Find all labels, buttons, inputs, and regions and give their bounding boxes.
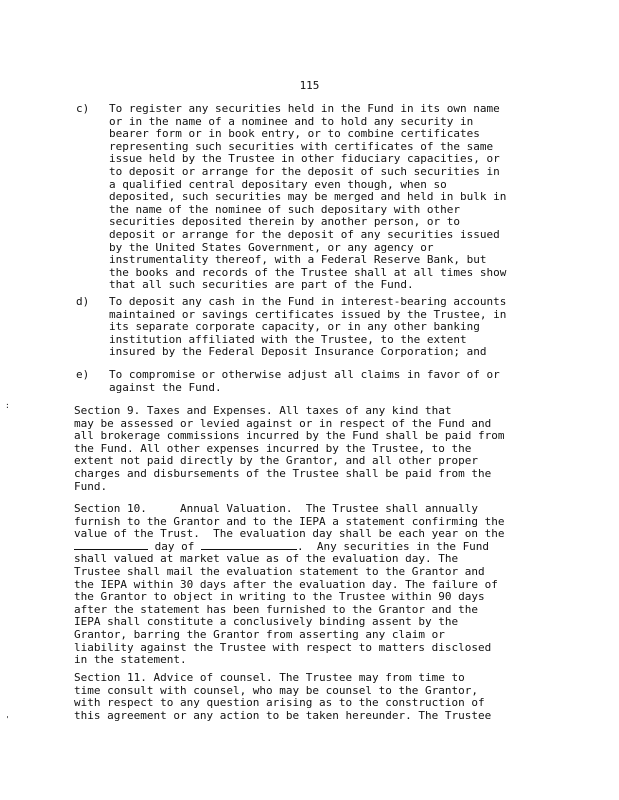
section-10 bbox=[74, 503, 554, 667]
item-text: To register any securities held in the Fund in its own name or in the name of a nominee and to hold any security in bearer form or in book entry, or to combine certificates representing such securities with certificates of the same issue held by the Trustee in other fiduciary capacities, or to deposit or arrange for the deposit of such securities in a qualified central depositary even though, when so deposited, such securities may be merged and held in bulk in the name of the nominee of such depositary with other securities deposited therein by another person, or to deposit or arrange for the deposit of any securities issued by the United States Government, or any agency or instrumentality thereof, with a Federal Reserve Bank, but the books and records of the Trustee shall at all times show that all such securities are part of the Fund. bbox=[109, 102, 507, 292]
date-label: day of bbox=[154, 539, 195, 553]
item-label: e) bbox=[76, 368, 90, 381]
item-text: To deposit any cash in the Fund in interest-bearing accounts maintained or savings certificates issued by the Trustee, in its separate corporate capacity, or in any other banking institution affiliated with the Trustee, to the extent insured by the Federal Deposit Insurance Corporation; and bbox=[109, 295, 507, 359]
day-blank bbox=[74, 549, 148, 550]
margin-mark: : bbox=[5, 401, 10, 410]
section-10-rest: shall valued at market value as of the evaluation day. The Trustee shall mail the evaluation statement to the Grantor and the IEPA within 30 days after the evaluation day. The failure of the Grantor to object in writing to the Trustee within 90 days after the statement has been furnished to the Grantor and the IEPA shall constitute a conclusively binding assent by the Grantor, barring the Grantor from asserting any claim or liability against the Trustee with respect to matters disclosed in the statement. bbox=[74, 552, 498, 667]
list-item bbox=[76, 296, 556, 359]
item-text: To compromise or otherwise adjust all claims in favor of or against the Fund. bbox=[109, 368, 500, 394]
section-11: Section 11. Advice of counsel. The Trustee may from time to time consult with counsel, who may be counsel to the Grantor, with respect to any question arising as to the construction of this agreement or any action to be taken hereunder. The Trustee bbox=[74, 671, 492, 722]
list-item bbox=[76, 103, 556, 292]
margin-mark: ' bbox=[5, 715, 10, 724]
section-10-line: furnish to the Grantor and to the IEPA a statement confirming the bbox=[74, 514, 505, 528]
item-label: c) bbox=[76, 102, 90, 115]
section-9: Section 9. Taxes and Expenses. All taxes of any kind that may be assessed or levied against or in respect of the Fund and all brokerage commissions incurred by the Fund shall be paid from the Fund. All other expenses incurred by the Trustee, to the extent not paid directly by the Grantor, and all other proper charges and disbursements of the Trustee shall be paid from the Fund. bbox=[74, 404, 505, 493]
list-item bbox=[76, 369, 556, 394]
section-10-line: value of the Trust. The evaluation day shall be each year on the bbox=[74, 527, 505, 541]
section-10-line: Section 10. Annual Valuation. The Trustee shall annually bbox=[74, 502, 478, 515]
page-number: 115 bbox=[299, 79, 320, 92]
date-suffix: . Any securities in the Fund bbox=[297, 539, 490, 553]
month-blank bbox=[201, 549, 297, 550]
item-label: d) bbox=[76, 295, 90, 308]
